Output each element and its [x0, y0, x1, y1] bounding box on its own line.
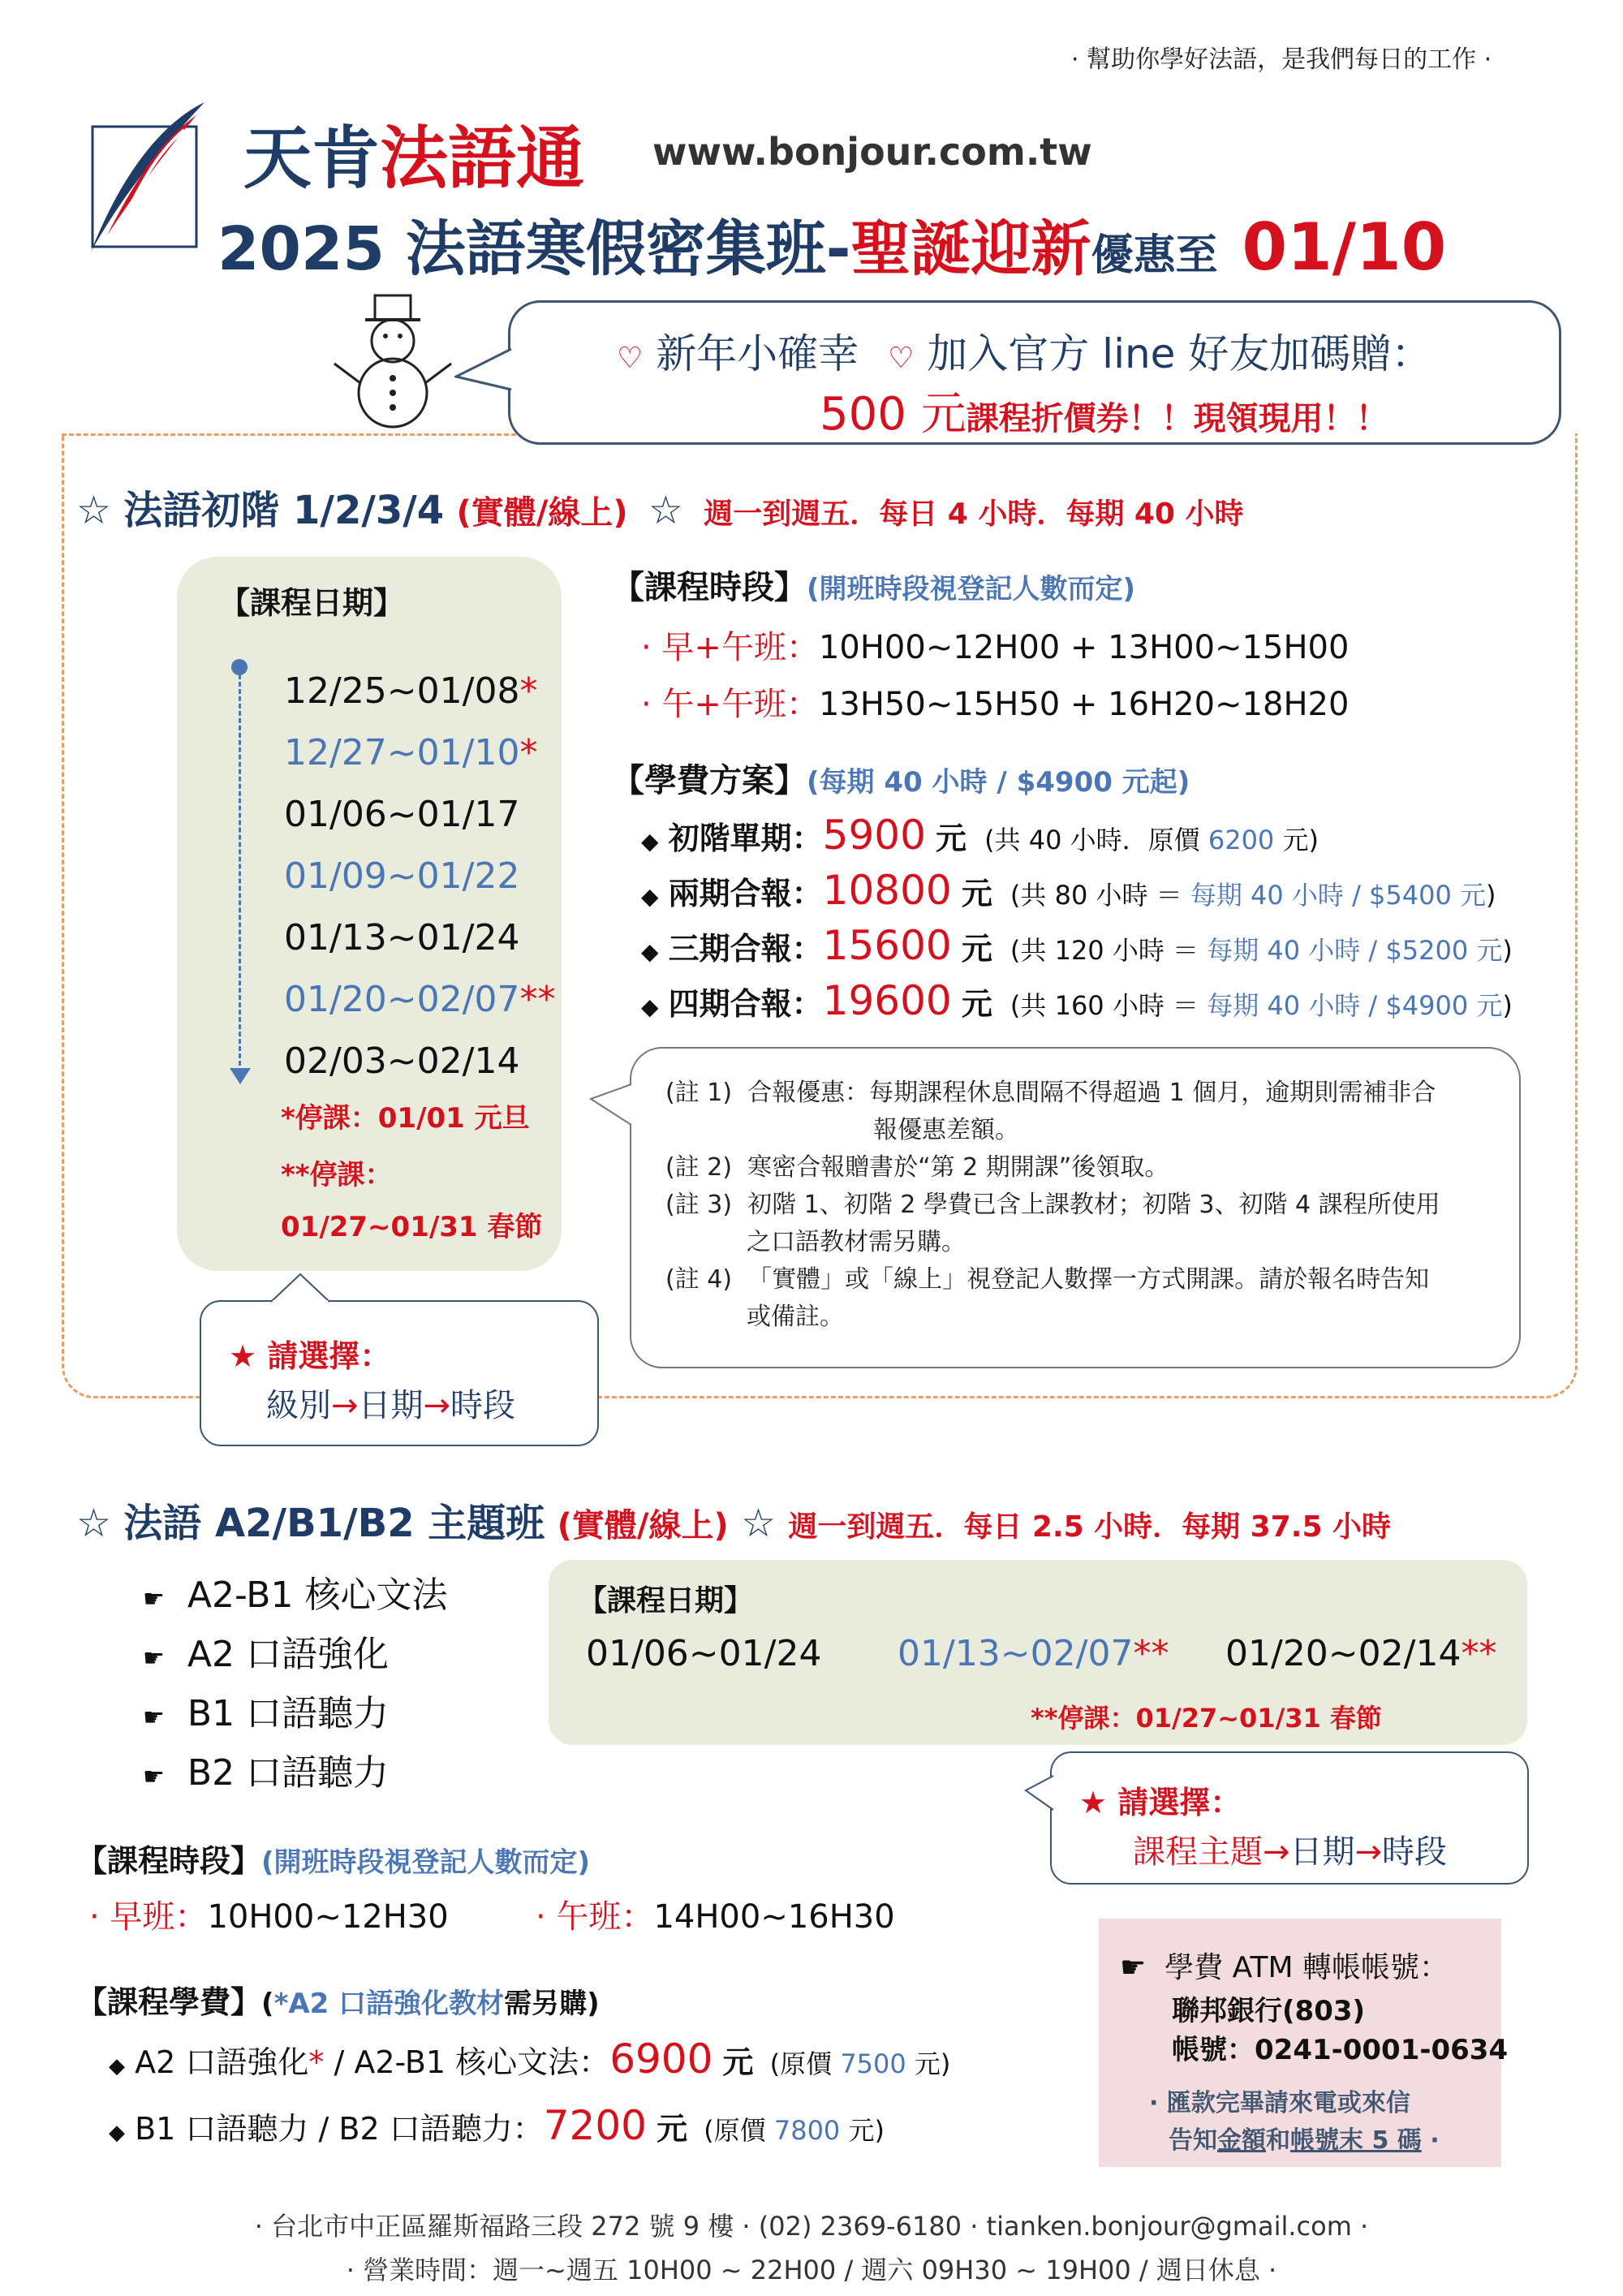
- advanced-fee-row: ◆ B1 口語聽力 / B2 口語聽力：7200 元 (原價 7800 元): [109, 2102, 885, 2149]
- advanced-slot: · 早班：10H00~12H30: [89, 1898, 449, 1936]
- note-item-cont: 報優惠差額。: [873, 1116, 1019, 1144]
- note-item-cont: 之口語教材需另購。: [747, 1228, 966, 1256]
- topic-item: ☛ A2-B1 核心文法: [143, 1574, 448, 1616]
- note-item: (註 3) 初階 1、初階 2 學費已含上課教材；初階 3、初階 4 課程所使用: [665, 1191, 1440, 1219]
- beginner-title: 法語初階 1/2/3/4: [123, 488, 445, 533]
- beginner-holiday2a: **停課：: [281, 1159, 393, 1191]
- beginner-slot: · 午+午班：13H50~15H50 + 16H20~18H20: [641, 686, 1350, 723]
- topic-item: ☛ B1 口語聽力: [143, 1693, 390, 1734]
- date-item: 01/20~02/07**: [284, 979, 556, 1020]
- heart-icon: ♡: [617, 342, 644, 375]
- advanced-date: 01/06~01/24: [586, 1633, 822, 1674]
- headline: [217, 201, 1446, 287]
- fee-row: ◆ 三期合報：15600 元 (共 120 小時 ＝ 每期 40 小時 / $5200 元): [641, 922, 1513, 969]
- date-item: 01/09~01/22: [284, 855, 520, 897]
- choose-bubble-tail: [1022, 1773, 1058, 1821]
- diamond-icon: ◆: [109, 2054, 125, 2078]
- promo-amount: 500 元: [820, 388, 966, 441]
- beginner-holiday1: *停課：01/01 元旦: [281, 1102, 530, 1135]
- advanced-fee-row: ◆ A2 口語強化* / A2-B1 核心文法：6900 元 (原價 7500 元): [109, 2035, 951, 2083]
- beginner-choose-path: 級別→日期→時段: [266, 1387, 516, 1424]
- date-item: 12/25~01/08*: [284, 670, 538, 712]
- note-item-cont: 或備註。: [747, 1303, 844, 1331]
- advanced-fee-heading: 【課程學費】(*A2 口語強化教材需另購): [76, 1984, 600, 2020]
- brand-name-a: 天肯: [243, 118, 381, 198]
- timeline-dot: [231, 659, 248, 675]
- heart-icon: ♡: [888, 342, 915, 375]
- promo-line2-text: 課程折價券！！現領現用！！: [966, 400, 1388, 437]
- beginner-dates-title: 【課程日期】: [219, 585, 405, 621]
- advanced-slot: · 午班：14H00~16H30: [536, 1898, 895, 1936]
- star-icon: ☆: [76, 488, 112, 533]
- date-item: 02/03~02/14: [284, 1040, 520, 1082]
- date-item: 01/13~01/24: [284, 917, 520, 958]
- pointing-hand-icon: ☛: [143, 1585, 165, 1613]
- advanced-mode: (實體/線上): [557, 1507, 729, 1544]
- advanced-choose-path: 課程主題→日期→時段: [1133, 1833, 1448, 1871]
- headline-until: 優惠至: [1091, 231, 1218, 280]
- advanced-holiday: **停課：01/27~01/31 春節: [1031, 1703, 1382, 1734]
- pointing-hand-icon: ☛: [143, 1704, 165, 1732]
- advanced-time-heading: 【課程時段】(開班時段視登記人數而定): [76, 1843, 591, 1879]
- advanced-dates-title: 【課程日期】: [578, 1584, 754, 1618]
- filled-star-icon: ★: [229, 1338, 257, 1374]
- tagline: · 幫助你學好法語，是我們每日的工作 ·: [1071, 45, 1492, 74]
- brand-name-b: 法語通: [380, 118, 585, 198]
- atm-account: 帳號：0241-0001-0634: [1172, 2034, 1509, 2066]
- pointing-hand-icon: ☛: [143, 1763, 165, 1791]
- topic-item: ☛ A2 口語強化: [143, 1634, 389, 1675]
- atm-title: ☛ 學費 ATM 轉帳帳號：: [1120, 1951, 1449, 1984]
- pointing-hand-icon: ☛: [1120, 1951, 1147, 1984]
- note-item: (註 1) 合報優惠：每期課程休息間隔不得超過 1 個月，逾期則需補非合: [665, 1079, 1436, 1107]
- beginner-choose-title: ★ 請選擇：: [229, 1338, 391, 1374]
- beginner-time-title: 【課程時段】: [612, 569, 807, 606]
- beginner-time-note: (開班時段視登記人數而定): [807, 573, 1136, 605]
- diamond-icon: ◆: [641, 993, 659, 1020]
- quill-logo-icon: [75, 97, 213, 260]
- notes-bubble-tail: [589, 1079, 638, 1144]
- snowman-icon: [328, 294, 458, 432]
- beginner-fee-note: (每期 40 小時 / $4900 元起): [807, 766, 1190, 799]
- note-item: (註 2) 寒密合報贈書於“第 2 期開課”後領取。: [665, 1153, 1169, 1182]
- filled-star-icon: ★: [1079, 1785, 1108, 1820]
- diamond-icon: ◆: [641, 883, 659, 910]
- date-item: 01/06~01/17: [284, 794, 520, 835]
- date-item: 12/27~01/10*: [284, 732, 538, 773]
- advanced-date: 01/13~02/07**: [898, 1633, 1169, 1674]
- beginner-slot: · 早+午班：10H00~12H00 + 13H00~15H00: [641, 629, 1350, 666]
- note-item: (註 4) 「實體」或「線上」視登記人數擇一方式開課。請於報名時告知: [665, 1265, 1430, 1294]
- star-icon: ☆: [76, 1501, 112, 1546]
- beginner-time-heading: [612, 562, 1135, 608]
- topic-item: ☛ B2 口語聽力: [143, 1752, 390, 1794]
- footer-address: · 台北市中正區羅斯福路三段 272 號 9 樓 · (02) 2369-6180 · tianken.bonjour@gmail.com ·: [254, 2211, 1369, 2242]
- beginner-fee-title: 【學費方案】: [612, 762, 807, 799]
- promo-bubble-tail: [454, 341, 519, 406]
- advanced-title: 法語 A2/B1/B2 主題班: [123, 1501, 545, 1546]
- beginner-dates-list: [284, 661, 555, 1092]
- fee-row: ◆ 四期合報：19600 元 (共 160 小時 ＝ 每期 40 小時 / $4900 元): [641, 977, 1513, 1024]
- advanced-schedule: 週一到週五．每日 2.5 小時．每期 37.5 小時: [788, 1510, 1392, 1544]
- beginner-holiday2b: 01/27~01/31 春節: [281, 1211, 543, 1243]
- atm-bank: 聯邦銀行(803): [1172, 1995, 1366, 2027]
- brand-url[interactable]: www.bonjour.com.tw: [652, 130, 1092, 174]
- timeline-arrow-icon: [230, 1068, 251, 1084]
- pointing-hand-icon: ☛: [143, 1644, 165, 1673]
- advanced-header: [76, 1492, 1391, 1548]
- timeline-line: [239, 667, 241, 1073]
- diamond-icon: ◆: [641, 938, 659, 965]
- beginner-header: [76, 479, 1243, 535]
- footer-hours: · 營業時間：週一~週五 10H00 ~ 22H00 / 週六 09H30 ~ 19H00 / 週日休息 ·: [346, 2255, 1277, 2285]
- fee-row: ◆ 兩期合報：10800 元 (共 80 小時 ＝ 每期 40 小時 / $5400 元): [641, 867, 1496, 914]
- headline-date: 01/10: [1242, 209, 1447, 285]
- promo-line1-b: 加入官方 line 好友加碼贈：: [927, 330, 1432, 377]
- advanced-topics: [143, 1568, 447, 1805]
- promo-line1-a: 新年小確幸: [656, 330, 859, 377]
- choose-bubble-tail: [268, 1271, 333, 1303]
- promo-line1: [617, 321, 1431, 380]
- headline-title: 2025 法語寒假密集班-: [217, 214, 851, 284]
- diamond-icon: ◆: [641, 828, 659, 855]
- star-icon: ☆: [741, 1501, 777, 1546]
- beginner-fee-list: [641, 812, 1513, 1032]
- atm-note2: 告知金額和帳號末 5 碼 ·: [1169, 2126, 1440, 2155]
- brand-name: [243, 104, 584, 202]
- star-icon: ☆: [648, 488, 683, 533]
- advanced-date: 01/20~02/14**: [1225, 1633, 1497, 1674]
- beginner-mode: (實體/線上): [456, 494, 628, 532]
- beginner-fee-heading: [612, 755, 1190, 801]
- atm-note1: · 匯款完畢請來電或來信: [1149, 2089, 1410, 2117]
- fee-row: ◆ 初階單期：5900 元 (共 40 小時．原價 6200 元): [641, 812, 1319, 859]
- beginner-schedule: 週一到週五．每日 4 小時．每期 40 小時: [704, 498, 1244, 531]
- diamond-icon: ◆: [109, 2121, 125, 2145]
- headline-promo: 聖誕迎新: [850, 214, 1091, 284]
- advanced-choose-title: ★ 請選擇：: [1079, 1785, 1242, 1820]
- notes-list: [665, 1075, 1440, 1336]
